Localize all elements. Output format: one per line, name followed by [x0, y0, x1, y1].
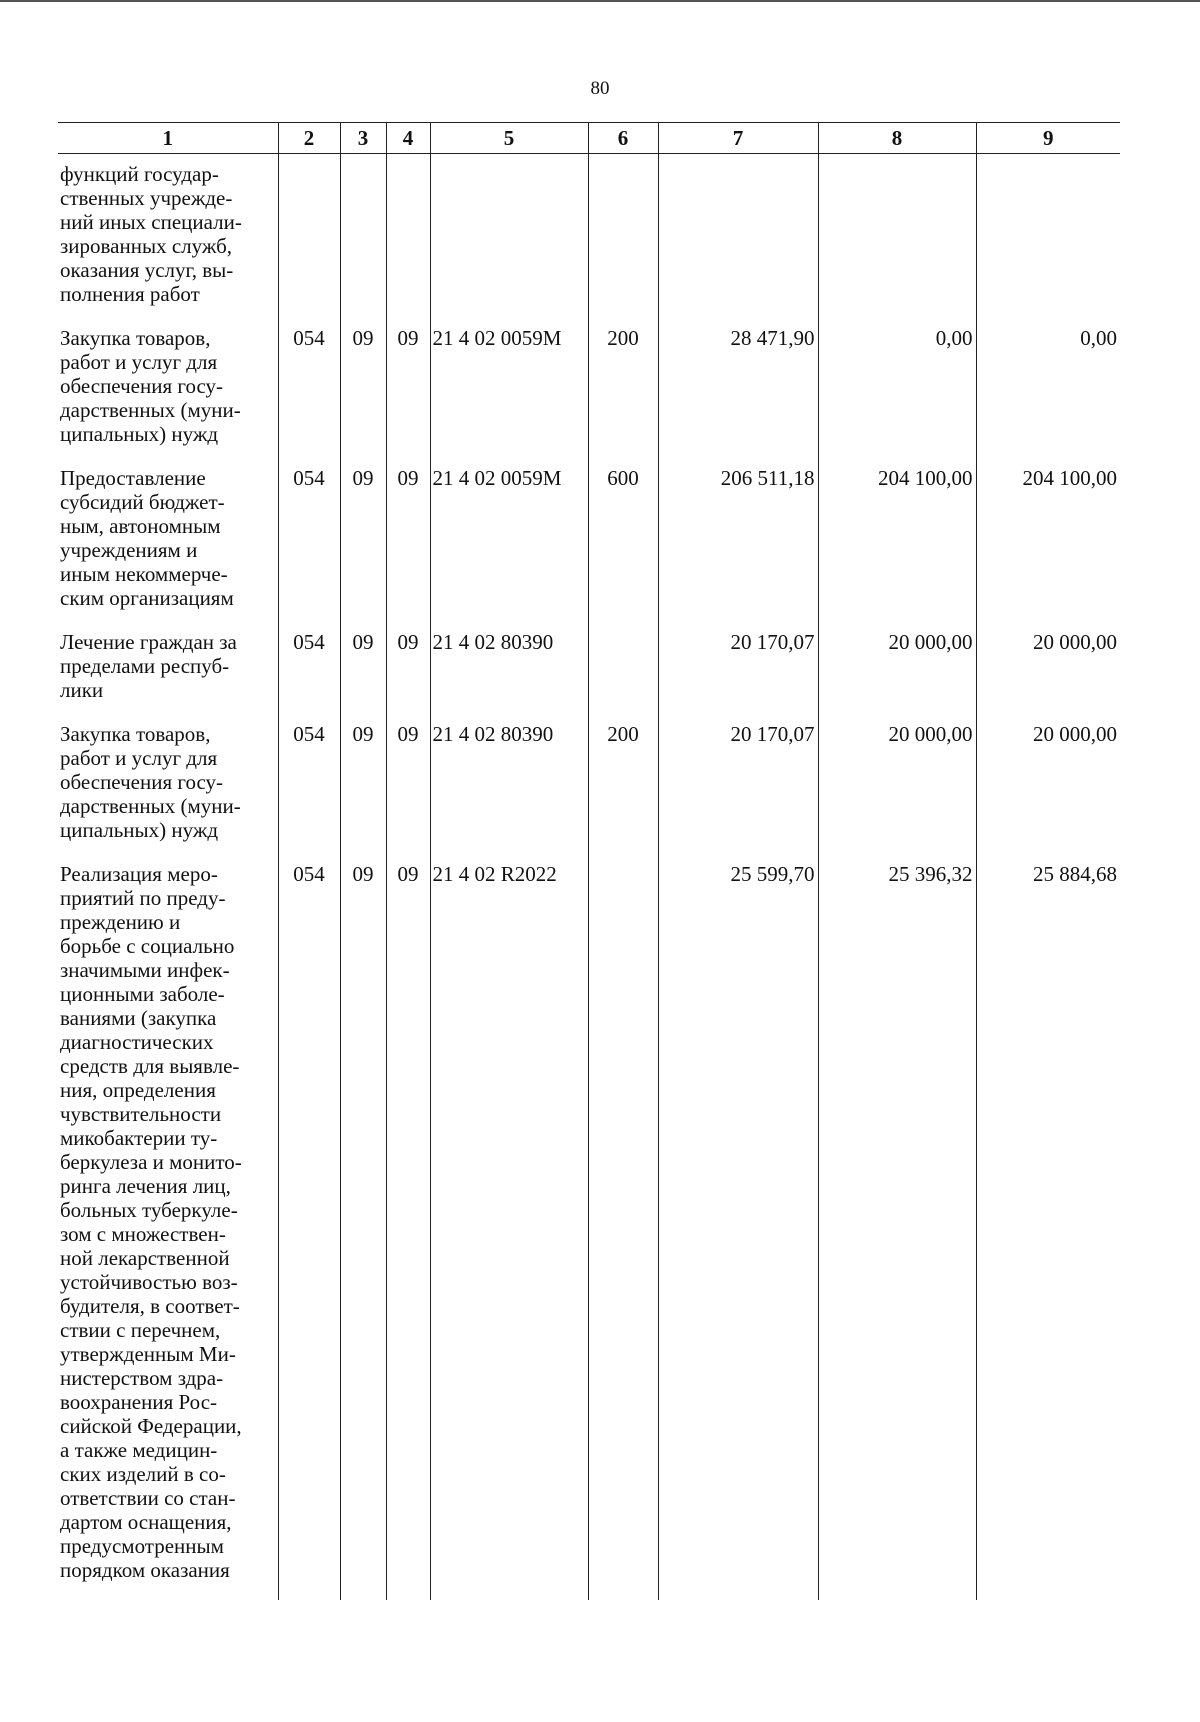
subsection-code: 09 [386, 324, 430, 464]
row-description: Предоставление субсидий бюджет- ным, автономным учреждениям и иным некоммерче- ским организациям [60, 466, 234, 610]
amount-col8 [818, 154, 976, 325]
amount-col8: 20 000,00 [818, 628, 976, 720]
row-description: функций государ- ственных учрежде- ний иных специали- зированных служб, оказания услуг, вы- полнения работ [60, 162, 242, 306]
amount-col9 [976, 154, 1120, 325]
table-row [58, 860, 1120, 1600]
amount-col9: 20 000,00 [976, 628, 1120, 720]
subsection-code: 09 [386, 464, 430, 628]
target-article-code: 21 4 02 80390 [430, 720, 588, 860]
expense-type-code [588, 154, 658, 325]
expense-type-code: 200 [588, 720, 658, 860]
column-header: 8 [818, 123, 976, 154]
amount-col9: 204 100,00 [976, 464, 1120, 628]
section-code: 09 [340, 628, 386, 720]
ministry-code [278, 154, 340, 325]
amount-col9: 25 884,68 [976, 860, 1120, 1600]
column-header: 6 [588, 123, 658, 154]
ministry-code: 054 [278, 324, 340, 464]
scan-edge-line [0, 0, 1200, 2]
column-header: 4 [386, 123, 430, 154]
column-header: 1 [58, 123, 278, 154]
expense-type-code [588, 860, 658, 1600]
ministry-code: 054 [278, 720, 340, 860]
amount-col8: 204 100,00 [818, 464, 976, 628]
expense-type-code: 600 [588, 464, 658, 628]
subsection-code: 09 [386, 628, 430, 720]
column-header: 2 [278, 123, 340, 154]
column-header: 3 [340, 123, 386, 154]
amount-col9: 0,00 [976, 324, 1120, 464]
ministry-code: 054 [278, 628, 340, 720]
table-header-row [58, 123, 1120, 154]
row-description: Лечение граждан за пределами респуб- лики [60, 630, 237, 702]
amount-col7 [658, 154, 818, 325]
column-header: 9 [976, 123, 1120, 154]
page-number: 80 [590, 78, 610, 99]
expense-type-code: 200 [588, 324, 658, 464]
section-code: 09 [340, 720, 386, 860]
ministry-code: 054 [278, 860, 340, 1600]
amount-col9: 20 000,00 [976, 720, 1120, 860]
subsection-code: 09 [386, 860, 430, 1600]
row-description: Реализация меро- приятий по преду- преждению и борьбе с социально значимыми инфек- ционными заболе- ваниями (закупка диагностических средств для выявле- ния, определения чувствительности микобактерии ту- беркулеза и монито- ринга лечения лиц, больных туберкуле- зом с множествен- ной лекарственной устойчивостью воз- будителя, в соответ- ствии с перечнем, утвержденным Ми- нистерством здра- воохранения Рос- сийской Федерации, а также медицин- ских изделий в со- ответствии со стан- дартом оснащения, предусмотренным порядком оказания [60, 862, 242, 1582]
ministry-code: 054 [278, 464, 340, 628]
subsection-code: 09 [386, 720, 430, 860]
table-row [58, 464, 1120, 628]
table-row [58, 324, 1120, 464]
target-article-code [430, 154, 588, 325]
section-code [340, 154, 386, 325]
column-header: 5 [430, 123, 588, 154]
row-description: Закупка товаров, работ и услуг для обеспечения госу- дарственных (муни- ципальных) нужд [60, 326, 241, 446]
amount-col7: 206 511,18 [658, 464, 818, 628]
section-code: 09 [340, 324, 386, 464]
section-code: 09 [340, 464, 386, 628]
column-header: 7 [658, 123, 818, 154]
table-row [58, 628, 1120, 720]
amount-col8: 0,00 [818, 324, 976, 464]
amount-col8: 20 000,00 [818, 720, 976, 860]
target-article-code: 21 4 02 80390 [430, 628, 588, 720]
target-article-code: 21 4 02 R2022 [430, 860, 588, 1600]
amount-col7: 25 599,70 [658, 860, 818, 1600]
target-article-code: 21 4 02 0059М [430, 464, 588, 628]
amount-col7: 20 170,07 [658, 720, 818, 860]
amount-col7: 20 170,07 [658, 628, 818, 720]
table-row [58, 720, 1120, 860]
expense-type-code [588, 628, 658, 720]
section-code: 09 [340, 860, 386, 1600]
target-article-code: 21 4 02 0059М [430, 324, 588, 464]
amount-col7: 28 471,90 [658, 324, 818, 464]
amount-col8: 25 396,32 [818, 860, 976, 1600]
subsection-code [386, 154, 430, 325]
table-row [58, 154, 1120, 325]
budget-table [58, 122, 1120, 1600]
row-description: Закупка товаров, работ и услуг для обеспечения госу- дарственных (муни- ципальных) нужд [60, 722, 241, 842]
